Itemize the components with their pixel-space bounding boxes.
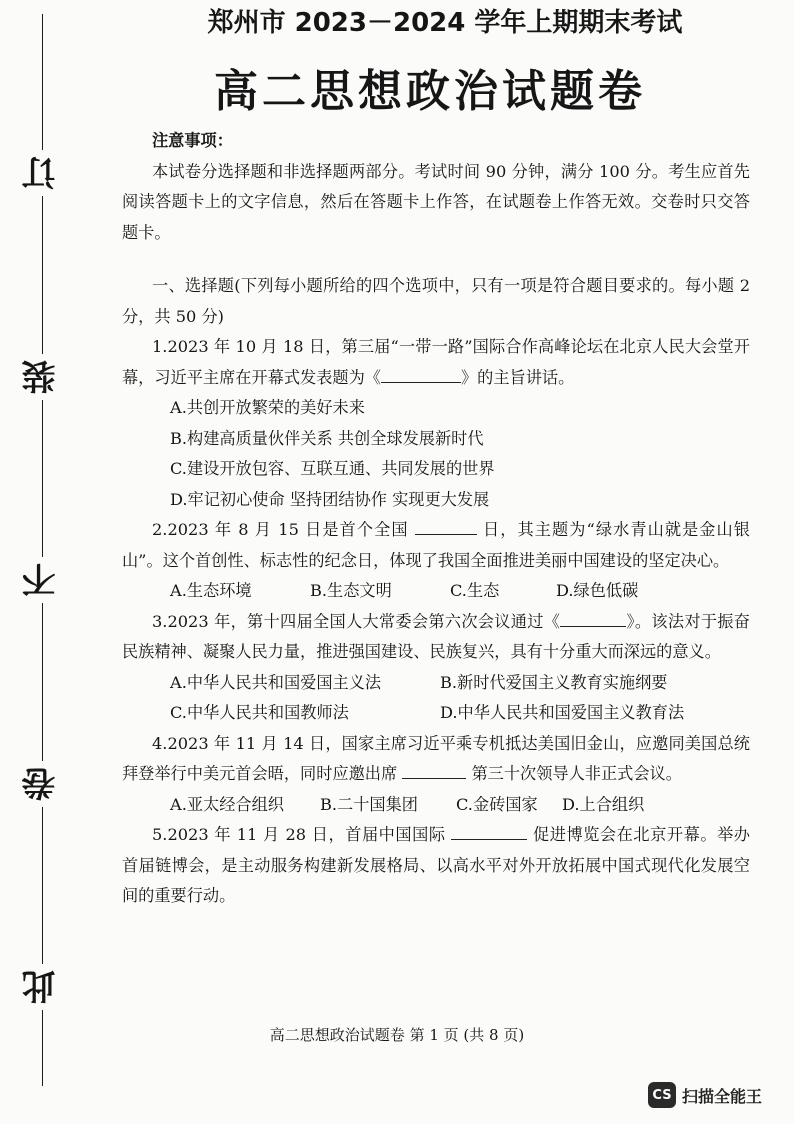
scanner-watermark — [648, 1082, 762, 1108]
option: B.二十国集团 — [320, 794, 418, 814]
exam-subtitle: 高二思想政治试题卷 — [214, 66, 646, 117]
section-heading: 一、选择题(下列每小题所给的四个选项中，只有一项是符合题目要求的。每小题 2 分，共 50 分) — [122, 276, 750, 326]
option: B.新时代爱国主义教育实施纲要 — [440, 672, 668, 692]
option: D.绿色低碳 — [556, 581, 639, 600]
answer-blank — [402, 762, 466, 779]
option: A.生态环境 — [170, 581, 252, 600]
notice-heading: 注意事项： — [152, 131, 233, 150]
page-footer: 高二思想政治试题卷 第 1 页 (共 8 页) — [269, 1026, 525, 1044]
option-row — [122, 790, 750, 821]
binding-char: 不 — [22, 557, 62, 603]
answer-blank — [381, 366, 461, 383]
option-row — [122, 698, 750, 729]
option: C.建设开放包容、互联互通、共同发展的世界 — [170, 459, 495, 478]
option: B.生态文明 — [310, 581, 392, 600]
exam-content — [122, 126, 750, 912]
notice-body: 本试卷分选择题和非选择题两部分。考试时间 90 分钟，满分 100 分。考生应首先阅读答题卡上的文字信息，然后在答题卡上作答，在试题卷上作答无效。交卷时只交答题卡。 — [122, 161, 750, 242]
option: C.金砖国家 — [456, 794, 538, 814]
option: B.构建高质量伙伴关系 共创全球发展新时代 — [170, 428, 484, 448]
binding-char: 此 — [22, 964, 62, 1010]
option: D.牢记初心使命 坚持团结协作 实现更大发展 — [170, 489, 490, 509]
camscanner-logo-icon: CS — [648, 1082, 676, 1108]
binding-char: 订 — [22, 150, 62, 196]
scanner-label: 扫描全能王 — [682, 1086, 763, 1106]
answer-blank — [415, 518, 477, 535]
option-row — [122, 576, 750, 607]
option: C.生态 — [450, 581, 500, 600]
question-stem: 2.2023 年 8 月 15 日是首个全国 日，其主题为“绿水青山就是金山银山”。这个首创性、标志性的纪念日，体现了我国全面推进美丽中国建设的坚定决心。 — [122, 520, 750, 570]
question-stem: 4.2023 年 11 月 14 日，国家主席习近平乘专机抵达美国旧金山，应邀同美国总统拜登举行中美元首会晤，同时应邀出席 第三十次领导人非正式会议。 — [122, 733, 750, 783]
question-stem: 5.2023 年 11 月 28 日，首届中国国际 促进博览会在北京开幕。举办首届链博会，是主动服务构建新发展格局、以高水平对外开放拓展中国式现代化发展空间的重要行动。 — [122, 825, 750, 905]
binding-margin-text — [22, 150, 62, 1010]
binding-char: 卷 — [22, 761, 62, 807]
option: C.中华人民共和国教师法 — [170, 703, 349, 722]
question-stem: 3.2023 年，第十四届全国人大常委会第六次会议通过《 》。该法对于振奋民族精神、凝聚人民力量，推进强国建设、民族复兴，具有十分重大而深远的意义。 — [122, 611, 750, 661]
answer-blank — [560, 610, 626, 627]
binding-char: 装 — [22, 354, 62, 400]
option: D.上合组织 — [562, 794, 645, 814]
option: A.亚太经合组织 — [170, 794, 284, 814]
answer-blank — [451, 823, 527, 840]
exam-title: 郑州市 2023－2024 学年上期期末考试 — [207, 8, 683, 38]
option: D.中华人民共和国爱国主义教育法 — [440, 703, 685, 722]
option: A.共创开放繁荣的美好未来 — [170, 398, 365, 417]
option-row — [122, 668, 750, 699]
question-stem: 1.2023 年 10 月 18 日，第三届“一带一路”国际合作高峰论坛在北京人民大会堂开幕，习近平主席在开幕式发表题为《 》的主旨讲话。 — [122, 337, 750, 387]
option: A.中华人民共和国爱国主义法 — [170, 672, 382, 692]
